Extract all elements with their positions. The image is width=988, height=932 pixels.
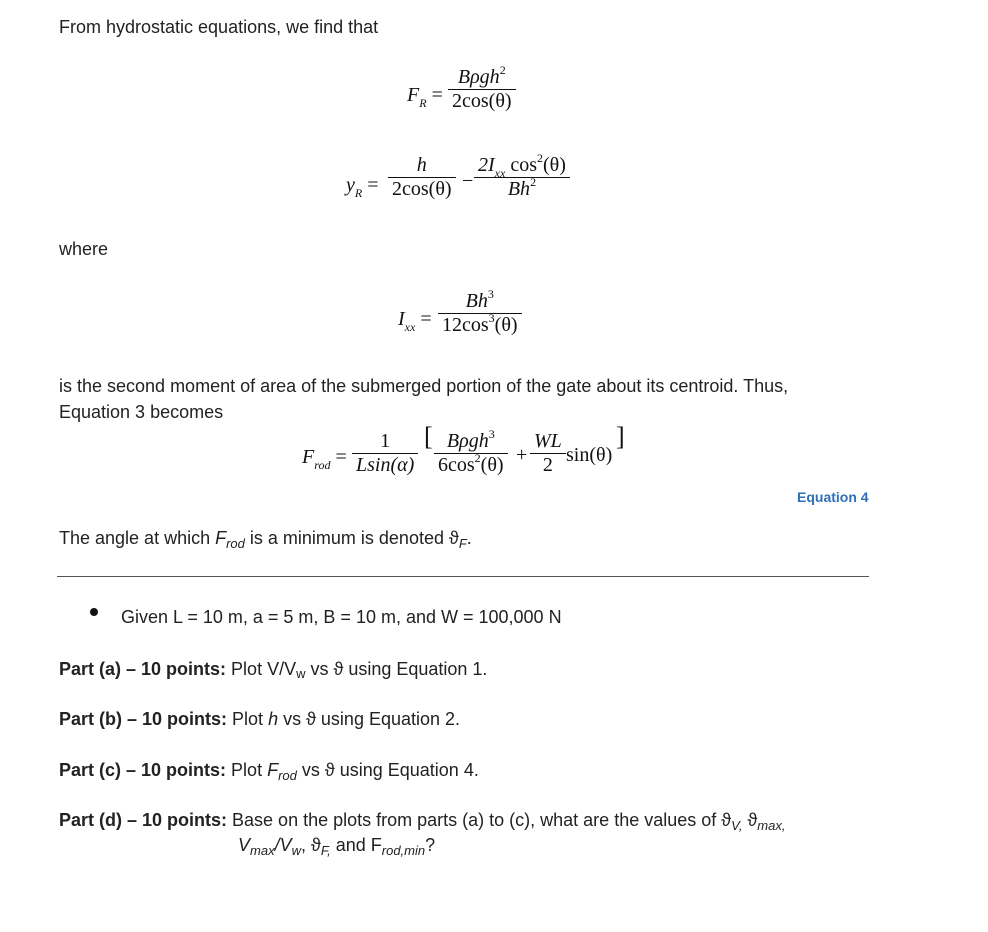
equation-4-label: Equation 4 bbox=[797, 489, 869, 505]
eq-ixx-lhs: $I_{xx}$ = bbox=[398, 308, 432, 334]
eq-frod-fraction-3: WL 2 bbox=[530, 430, 566, 477]
part-b: Part (b) – 10 points: Plot h vs ϑ using Equation 2. bbox=[59, 709, 461, 729]
eq-fr-lhs: $F_R$ = bbox=[407, 84, 443, 110]
moment-description-2: Equation 3 becomes bbox=[59, 402, 224, 422]
given-text: Given L = 10 m, a = 5 m, B = 10 m, and W = 100,000 N bbox=[121, 607, 562, 627]
eq-ixx-fraction: Bh$^3$ $12\cos^3(\theta)$ bbox=[438, 290, 522, 337]
eq-yr-fraction-2: $2I_{xx}$ $\cos^2(\theta)$ Bh$^2$ bbox=[474, 154, 570, 201]
part-d: Part (d) – 10 points: Base on the plots from parts (a) to (c), what are the values of $ϑ_{V,}$ $ϑ_{max,}$ bbox=[59, 810, 786, 833]
eq-frod-fraction-2: Bρgh$^3$ $6\cos^2(\theta)$ bbox=[434, 430, 508, 477]
part-c: Part (c) – 10 points: Plot $F_{rod}$ vs ϑ using Equation 4. bbox=[59, 760, 479, 783]
eq-fr-fraction: Bρgh$^2$ 2cos(θ) bbox=[448, 66, 516, 113]
moment-description-1: is the second moment of area of the submerged portion of the gate about its centroid. Thus, bbox=[59, 376, 789, 396]
eq-frod-fraction-1: 1 Lsin(α) bbox=[352, 430, 418, 477]
part-d-line-2: $V_{max}/V_w$, $ϑ_{F,}$ and $F_{rod,min}$? bbox=[238, 835, 436, 858]
horizontal-divider bbox=[57, 576, 869, 577]
eq-frod-right-bracket: ] bbox=[616, 422, 625, 451]
eq-frod-plus: + bbox=[516, 444, 528, 466]
part-a: Part (a) – 10 points: Plot V/Vw vs ϑ using Equation 1. bbox=[59, 659, 488, 681]
bullet-icon bbox=[90, 608, 98, 616]
eq-frod-lhs: $F_{rod}$ = bbox=[302, 446, 347, 472]
eq-yr-minus: − bbox=[462, 170, 474, 192]
angle-text: The angle at which $F_{rod}$ is a minimum is denoted $ϑ_F$. bbox=[59, 528, 472, 551]
where-text: where bbox=[59, 239, 109, 259]
eq-yr-lhs: $y_R$ = bbox=[346, 174, 379, 200]
eq-frod-sin: sin(θ) bbox=[566, 444, 613, 466]
eq-yr-fraction-1: h 2cos(θ) bbox=[388, 154, 456, 201]
eq-frod-left-bracket: [ bbox=[424, 422, 433, 451]
intro-text: From hydrostatic equations, we find that bbox=[59, 17, 379, 37]
